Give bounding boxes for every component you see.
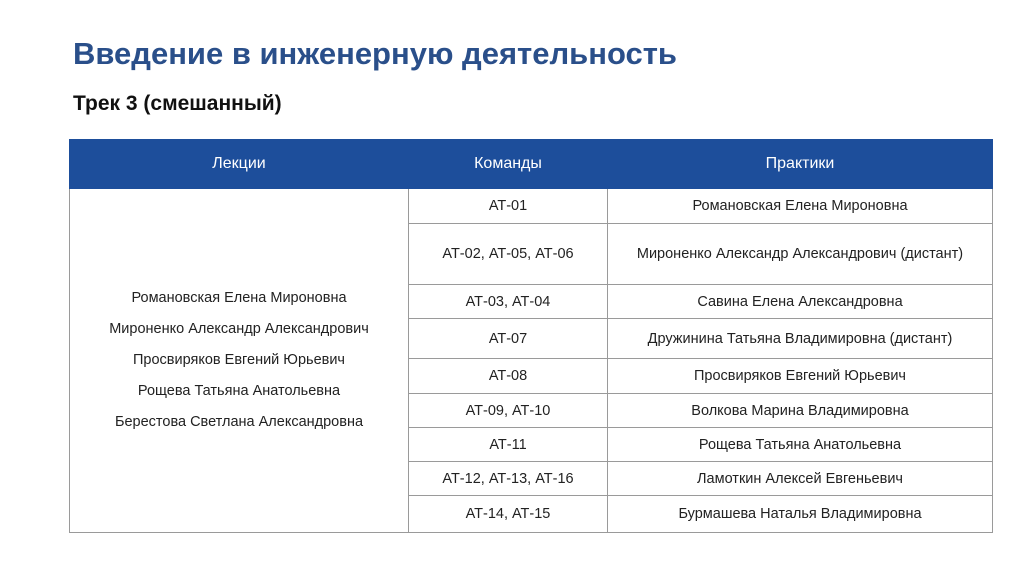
lecturer-name: Рощева Татьяна Анатольевна xyxy=(137,383,341,399)
teams-cell: АТ-08 xyxy=(409,359,608,394)
teams-cell: АТ-01 xyxy=(409,189,608,224)
practice-cell: Романовская Елена Мироновна xyxy=(608,189,993,224)
lecturer-name: Романовская Елена Мироновна xyxy=(131,290,347,306)
page-subtitle: Трек 3 (смешанный) xyxy=(73,92,282,115)
practice-cell: Мироненко Александр Александрович (дистант) xyxy=(608,224,993,285)
practice-cell: Дружинина Татьяна Владимировна (дистант) xyxy=(608,319,993,359)
lectures-cell xyxy=(70,189,409,533)
lecturer-name: Мироненко Александр Александрович xyxy=(109,321,369,337)
practice-cell: Савина Елена Александровна xyxy=(608,285,993,319)
practice-cell: Просвиряков Евгений Юрьевич xyxy=(608,359,993,394)
header-teams: Команды xyxy=(409,140,608,189)
lecturer-name: Берестова Светлана Александровна xyxy=(114,414,364,430)
practice-cell: Бурмашева Наталья Владимировна xyxy=(608,496,993,533)
schedule-table xyxy=(69,139,993,533)
practice-cell: Рощева Татьяна Анатольевна xyxy=(608,428,993,462)
table-header-row xyxy=(70,140,993,189)
page-title: Введение в инженерную деятельность xyxy=(73,36,677,71)
teams-cell: АТ-14, АТ-15 xyxy=(409,496,608,533)
header-practice: Практики xyxy=(608,140,993,189)
header-lectures: Лекции xyxy=(70,140,409,189)
table-row xyxy=(70,189,993,224)
teams-cell: АТ-12, АТ-13, АТ-16 xyxy=(409,462,608,496)
teams-cell: АТ-07 xyxy=(409,319,608,359)
teams-cell: АТ-03, АТ-04 xyxy=(409,285,608,319)
teams-cell: АТ-11 xyxy=(409,428,608,462)
teams-cell: АТ-09, АТ-10 xyxy=(409,394,608,428)
teams-cell: АТ-02, АТ-05, АТ-06 xyxy=(409,224,608,285)
practice-cell: Волкова Марина Владимировна xyxy=(608,394,993,428)
lecturer-name: Просвиряков Евгений Юрьевич xyxy=(133,352,345,368)
practice-cell: Ламоткин Алексей Евгеньевич xyxy=(608,462,993,496)
